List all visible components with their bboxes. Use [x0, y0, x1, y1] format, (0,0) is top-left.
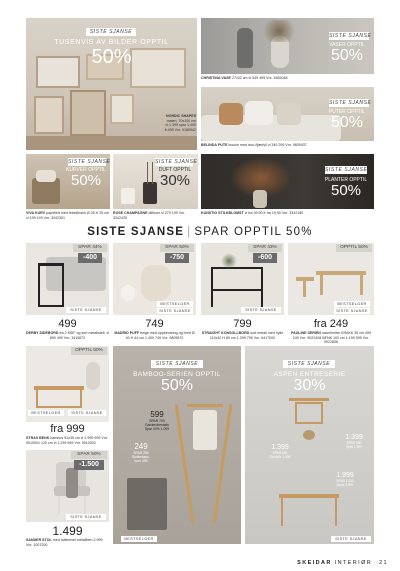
wall-shelf — [289, 398, 329, 401]
photo-pictures-wall — [26, 18, 197, 150]
caption-rest: beige med oppbevaring og brett Ø 40 H 44 cm 1.499 749 Vnr. 9809672 — [125, 331, 195, 340]
headline: PLANTER OPPTIL — [324, 177, 368, 183]
note-price: 599 — [150, 410, 164, 419]
hanging-sweater — [193, 410, 217, 450]
footer-brand: SKEIDAR — [297, 560, 332, 566]
console-shelf — [211, 289, 263, 291]
caption-name: BELINDA PUTE — [201, 143, 228, 147]
chair-legs — [58, 496, 86, 514]
badge-bestselger: BESTSELGER — [121, 536, 157, 542]
note-kurv — [123, 442, 159, 463]
p2-line-1: SPAR 600 — [346, 441, 362, 445]
page-footer — [297, 560, 388, 566]
caption-kunstig-stilkblomst — [201, 211, 374, 216]
caption-name: VIVA KURV — [26, 211, 46, 215]
pillow-3 — [277, 103, 301, 125]
p1-line-1: SPAR 600 — [272, 451, 288, 455]
photo-plants — [201, 154, 374, 209]
caption-rest: med hvitbeiset metallben 2.999 Vnr. 1007200 — [26, 538, 103, 547]
caption-derby-sidebord — [26, 331, 109, 340]
badge-bestselger: BESTSELGER — [334, 301, 370, 307]
frame-4 — [34, 96, 64, 134]
badge-siste-sjanse: SISTE SJANSE — [66, 514, 106, 520]
banner-right: SPAR OPPTIL 50% — [194, 226, 313, 238]
frame-5 — [70, 90, 106, 136]
caption-name: ROSE CHAMPAGNE — [113, 211, 148, 215]
caption-line-3: vl.1.399 spar 1.400 — [165, 123, 196, 128]
percent: 50% — [70, 172, 102, 189]
note2-line-2: Skittentøys- — [132, 455, 150, 459]
caption-line-1: NORDIC SHAPES — [166, 114, 196, 118]
caption-name: STRAX BENK — [26, 436, 50, 440]
headline: ASPEN ENTRESERIE — [273, 371, 346, 378]
pillow-2 — [245, 101, 273, 125]
percent: 50% — [330, 47, 364, 64]
badge-siste-sjanse: SISTE SJANSE — [334, 308, 370, 314]
caption-line-4: fr.499 Vnr. 9180542 — [164, 127, 196, 132]
caption-pauline-serien — [288, 331, 374, 345]
photo-pauline-serien — [288, 243, 374, 315]
percent: 30% — [159, 172, 191, 189]
note-line-2: Garderobestativ — [144, 423, 170, 427]
price: 799 — [233, 318, 252, 330]
save-label: SPAR 44% — [73, 244, 107, 252]
caption-rest: 27x32 cm vl 549 499 Vnr. 4582048 — [231, 76, 288, 80]
p1-line-2: Skohylle 1.999 — [269, 455, 291, 459]
headline: VASER OPPTIL — [329, 42, 365, 48]
photo-vases — [201, 18, 374, 74]
pillow-1 — [219, 103, 243, 125]
caption-rest: bambus 91x35 cm vl 1.999 999 Vnr. 9010001 120 cm vl 1.299 999 Vnr. 9010002 — [26, 436, 108, 445]
headline: KURVER OPPTIL — [66, 167, 106, 173]
caption-rest: vl fra 39,90 fr fra 19,90 Vnr. 3342180 — [244, 211, 304, 215]
flowers — [259, 20, 299, 42]
candle — [121, 285, 135, 301]
candle — [121, 188, 135, 204]
caption-line-2: maleri, 70x100 cm — [166, 118, 196, 123]
p3-price: 1.999 — [336, 472, 354, 479]
tag-siste-sjanse: SISTE SJANSE — [151, 360, 203, 368]
plant — [221, 253, 237, 269]
caption-name: DERBY SIDEBORD — [26, 331, 59, 335]
chair-throw — [66, 468, 78, 498]
plant-vase — [253, 190, 267, 208]
caption-name: CHRISTINA VASE — [201, 76, 231, 80]
caption-madrid-puff — [113, 331, 196, 340]
tag-siste-sjanse: SISTE SJANSE — [283, 360, 335, 368]
blanket — [36, 170, 56, 182]
p1-price: 1.399 — [271, 444, 289, 451]
laundry-basket — [127, 478, 167, 530]
caption-viva-kurv — [26, 211, 110, 220]
note2-price: 249 — [134, 442, 148, 451]
headline: PUTER OPPTIL — [328, 109, 366, 115]
caption-rest: diffuser vl 279 199 Vnr. 3342430 — [113, 211, 186, 220]
photo-aspen-entreserie — [245, 346, 374, 544]
caption-name: KUNSTIG STILKBLOMST — [201, 211, 244, 215]
price-reduction-box: -750 — [165, 253, 189, 263]
p2-line-2: Speil 1.999 — [346, 445, 362, 449]
note-line-3: Spar 40% 1.099 — [144, 427, 170, 431]
price: 499 — [58, 318, 77, 330]
badge-bestselger: BESTSELGER — [157, 301, 193, 307]
save-label: SPAR 50% — [71, 451, 107, 459]
price: fra 249 — [313, 318, 349, 330]
tag-siste-sjanse: SISTE SJANSE — [325, 167, 368, 173]
photo-madrid-puff — [113, 243, 196, 315]
badge-siste-sjanse: SISTE SJANSE — [68, 410, 106, 416]
note-benk — [325, 472, 365, 487]
caption-rose-champagne — [113, 211, 198, 220]
price-reduction-box: -400 — [78, 253, 102, 263]
note2-line-3: kurv 499 — [134, 459, 148, 463]
sideboard — [26, 136, 197, 150]
clothes-rack-bar — [187, 404, 223, 407]
caption-christina-vase — [201, 76, 374, 81]
price-reduction-box: -600 — [253, 253, 277, 263]
banner-separator: | — [187, 226, 192, 238]
caption-rest: fra 2 MDF og sort metallstell. vl 899 499 Vnr. 3410872 — [49, 331, 110, 340]
footer-page-number: 21 — [379, 560, 388, 566]
badge-bestselger: BESTSELGER — [28, 410, 64, 416]
photo-diffuser — [113, 154, 198, 209]
percent: 50% — [91, 46, 132, 68]
badge-siste-sjanse: SISTE SJANSE — [331, 536, 371, 542]
p3-line-1: SPAR 1.000 — [336, 479, 354, 483]
caption-name: MADRID PUFF — [114, 331, 140, 335]
caption-name: PAULINE SERIEN — [290, 331, 321, 335]
section-banner — [0, 226, 400, 238]
footer-section: INTERIØR — [334, 560, 373, 566]
console-table — [211, 267, 263, 307]
save-label: SPAR 43% — [248, 244, 282, 252]
photo-bamboo-serien — [113, 346, 241, 544]
note-skohylle — [263, 444, 297, 459]
headline: BAMBOO-SERIEN OPPTIL — [133, 371, 221, 378]
bench-base — [281, 498, 337, 526]
badge-siste-sjanse: SISTE SJANSE — [157, 308, 193, 314]
bench-leg-1 — [320, 275, 323, 295]
percent: 50% — [330, 114, 364, 131]
caption-belinda-pute — [201, 143, 374, 148]
percent: 30% — [293, 377, 326, 394]
caption-rest: sort metall med hylle 110x32 H 80 cm 1.399 799 Vnr. 6417000 — [209, 331, 284, 340]
badge-siste-sjanse: SISTE SJANSE — [241, 307, 281, 313]
vase-1 — [237, 28, 253, 68]
tag-siste-sjanse: SISTE SJANSE — [329, 33, 372, 39]
caption-name: STRAIGHT KONSOLLBORD — [201, 331, 250, 335]
strax-bench-box — [36, 390, 82, 408]
caption-sander-stol — [26, 538, 109, 547]
price-reduction-box: -1.500 — [74, 460, 104, 470]
mirror-frame — [295, 402, 323, 424]
tag-siste-sjanse: SISTE SJANSE — [155, 159, 198, 165]
percent: 50% — [160, 377, 194, 394]
headline: DUFT OPPTIL — [158, 167, 192, 173]
photo-pillows — [201, 87, 374, 141]
caption-rest: natur/heltre KRAKK 35 cm 499 249 Vnr. 9022408 BENK 100 cm 1.199 599 Vnr. 9022806 — [292, 331, 372, 345]
price: 1.499 — [52, 524, 83, 538]
caption-nordic-shapes — [154, 114, 196, 132]
hat — [303, 430, 315, 440]
bench-leg-2 — [360, 275, 363, 295]
price: fra 999 — [50, 423, 85, 435]
caption-name: SANDER STOL — [26, 538, 52, 542]
tag-siste-sjanse: SISTE SJANSE — [329, 100, 372, 106]
photo-strax-benk — [26, 346, 109, 422]
note2-line-1: SPAR 250 — [133, 451, 149, 455]
save-label: OPPTIL 50% — [336, 244, 372, 252]
puff — [141, 265, 171, 301]
photo-derby-sidebord — [26, 243, 109, 315]
note-speil — [337, 434, 371, 449]
note-garderobe — [133, 410, 181, 431]
badge-siste-sjanse: SISTE SJANSE — [66, 307, 106, 313]
tag-siste-sjanse: SISTE SJANSE — [86, 28, 136, 36]
price: 749 — [145, 318, 164, 330]
headline: TUSENVIS AV BILDER OPPTIL — [54, 39, 169, 46]
side-table — [38, 263, 64, 307]
caption-rest: boucle med dun-/fjærfyll vl 349 299 Vnr. 9809437 — [228, 143, 307, 147]
photo-baskets — [26, 154, 110, 209]
caption-strax-benk — [26, 436, 109, 445]
frame-6 — [110, 94, 134, 124]
p3-line-2: Benk 2.999 — [336, 483, 354, 487]
note-line-1: SPAR 700 — [149, 419, 165, 423]
bench — [316, 271, 366, 275]
save-label: SPAR 50% — [160, 244, 194, 252]
mirror — [86, 362, 100, 390]
stool-leg — [303, 281, 306, 297]
tag-siste-sjanse: SISTE SJANSE — [68, 159, 110, 165]
caption-straight-konsollbord — [201, 331, 284, 340]
p2-price: 1.399 — [345, 434, 363, 441]
save-label: OPPTIL 50% — [71, 347, 107, 355]
percent: 50% — [330, 182, 362, 199]
banner-left: SISTE SJANSE — [87, 226, 185, 238]
caption-rest: papirflett med tekstilhank Ø 28 H 25 cm vl 199 149 Vnr. 3342301 — [26, 211, 110, 220]
photo-straight-konsollbord — [201, 243, 284, 315]
photo-sander-stol — [26, 450, 109, 522]
